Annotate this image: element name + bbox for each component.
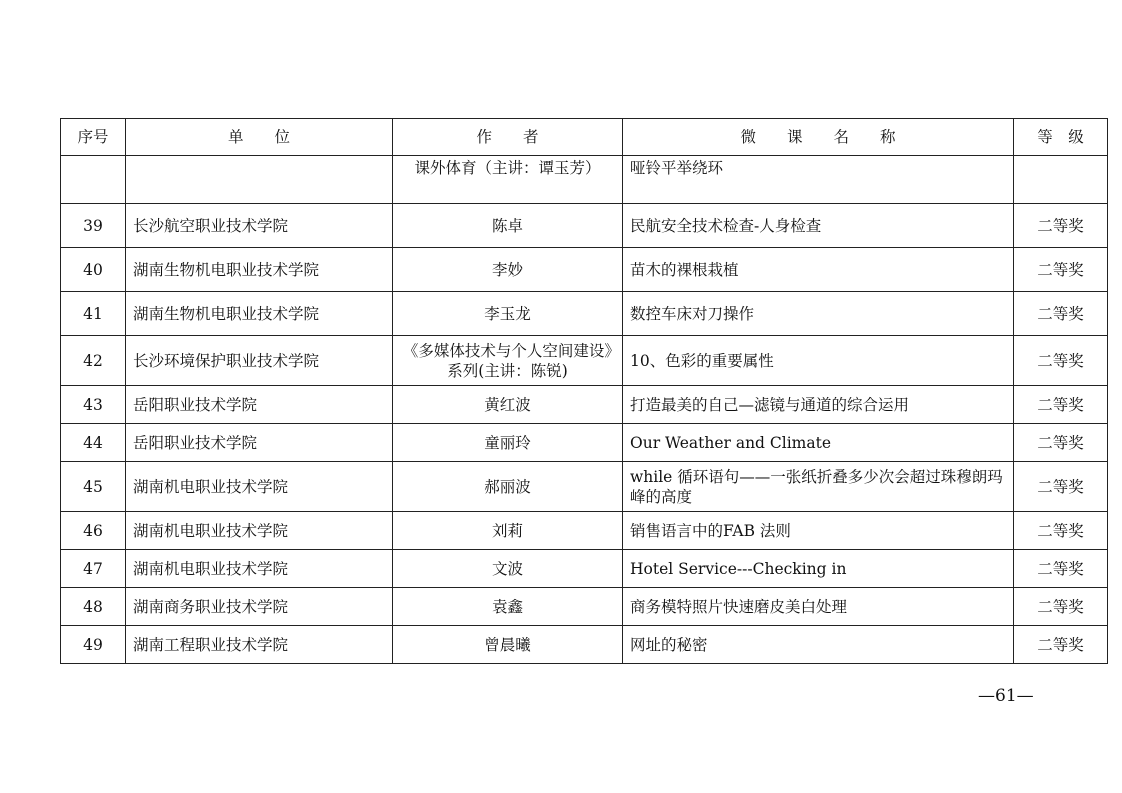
cell-author: 李玉龙 <box>393 292 623 336</box>
cell-grade: 二等奖 <box>1014 588 1108 626</box>
cell-unit: 湖南机电职业技术学院 <box>126 512 393 550</box>
cell-index: 40 <box>61 248 126 292</box>
table-row <box>61 424 1108 462</box>
header-grade: 等 级 <box>1014 119 1108 156</box>
table-row <box>61 248 1108 292</box>
cell-title: 网址的秘密 <box>623 626 1014 664</box>
cell-index: 41 <box>61 292 126 336</box>
header-unit: 单 位 <box>126 119 393 156</box>
cell-title: 苗木的裸根栽植 <box>623 248 1014 292</box>
cell-author: 黄红波 <box>393 386 623 424</box>
cell-title: 销售语言中的FAB 法则 <box>623 512 1014 550</box>
cell-author: 李妙 <box>393 248 623 292</box>
cell-author: 袁鑫 <box>393 588 623 626</box>
cell-title: while 循环语句——一张纸折叠多少次会超过珠穆朗玛峰的高度 <box>623 462 1014 512</box>
cell-title: 商务模特照片快速磨皮美白处理 <box>623 588 1014 626</box>
cell-title: 哑铃平举绕环 <box>623 156 1014 204</box>
table-row <box>61 336 1108 386</box>
cell-grade: 二等奖 <box>1014 204 1108 248</box>
cell-index <box>61 156 126 204</box>
cell-grade: 二等奖 <box>1014 292 1108 336</box>
cell-index: 49 <box>61 626 126 664</box>
cell-unit: 长沙环境保护职业技术学院 <box>126 336 393 386</box>
cell-unit: 湖南机电职业技术学院 <box>126 550 393 588</box>
awards-table <box>60 118 1108 664</box>
table-header-row <box>61 119 1108 156</box>
cell-index: 44 <box>61 424 126 462</box>
table-row <box>61 512 1108 550</box>
cell-grade: 二等奖 <box>1014 248 1108 292</box>
cell-author: 文波 <box>393 550 623 588</box>
table-row <box>61 462 1108 512</box>
cell-author: 童丽玲 <box>393 424 623 462</box>
cell-grade: 二等奖 <box>1014 386 1108 424</box>
cell-grade: 二等奖 <box>1014 424 1108 462</box>
table-row <box>61 550 1108 588</box>
cell-unit: 湖南机电职业技术学院 <box>126 462 393 512</box>
cell-title: Our Weather and Climate <box>623 424 1014 462</box>
cell-unit: 长沙航空职业技术学院 <box>126 204 393 248</box>
cell-author: 曾晨曦 <box>393 626 623 664</box>
cell-title: 打造最美的自己—滤镜与通道的综合运用 <box>623 386 1014 424</box>
cell-unit: 湖南生物机电职业技术学院 <box>126 292 393 336</box>
cell-index: 46 <box>61 512 126 550</box>
cell-author: 陈卓 <box>393 204 623 248</box>
cell-index: 39 <box>61 204 126 248</box>
cell-index: 42 <box>61 336 126 386</box>
cell-title: 数控车床对刀操作 <box>623 292 1014 336</box>
cell-author: 课外体育（主讲：谭玉芳） <box>393 156 623 204</box>
cell-author: 《多媒体技术与个人空间建设》系列(主讲：陈锐) <box>393 336 623 386</box>
cell-unit: 岳阳职业技术学院 <box>126 386 393 424</box>
cell-title: 10、色彩的重要属性 <box>623 336 1014 386</box>
cell-title: Hotel Service---Checking in <box>623 550 1014 588</box>
cell-grade: 二等奖 <box>1014 550 1108 588</box>
cell-unit: 湖南工程职业技术学院 <box>126 626 393 664</box>
cell-unit: 湖南生物机电职业技术学院 <box>126 248 393 292</box>
table-row-continuation <box>61 156 1108 204</box>
cell-grade: 二等奖 <box>1014 462 1108 512</box>
header-author: 作 者 <box>393 119 623 156</box>
cell-grade: 二等奖 <box>1014 336 1108 386</box>
table-row <box>61 588 1108 626</box>
table-row <box>61 626 1108 664</box>
table-row <box>61 386 1108 424</box>
cell-index: 47 <box>61 550 126 588</box>
cell-unit <box>126 156 393 204</box>
cell-index: 45 <box>61 462 126 512</box>
cell-author: 刘莉 <box>393 512 623 550</box>
cell-unit: 岳阳职业技术学院 <box>126 424 393 462</box>
cell-index: 43 <box>61 386 126 424</box>
cell-index: 48 <box>61 588 126 626</box>
table-row <box>61 292 1108 336</box>
table-row <box>61 204 1108 248</box>
cell-grade <box>1014 156 1108 204</box>
cell-grade: 二等奖 <box>1014 512 1108 550</box>
cell-unit: 湖南商务职业技术学院 <box>126 588 393 626</box>
header-title: 微 课 名 称 <box>623 119 1014 156</box>
page-number: —61— <box>978 686 1034 706</box>
cell-title: 民航安全技术检查-人身检查 <box>623 204 1014 248</box>
cell-author: 郝丽波 <box>393 462 623 512</box>
cell-grade: 二等奖 <box>1014 626 1108 664</box>
header-index: 序号 <box>61 119 126 156</box>
